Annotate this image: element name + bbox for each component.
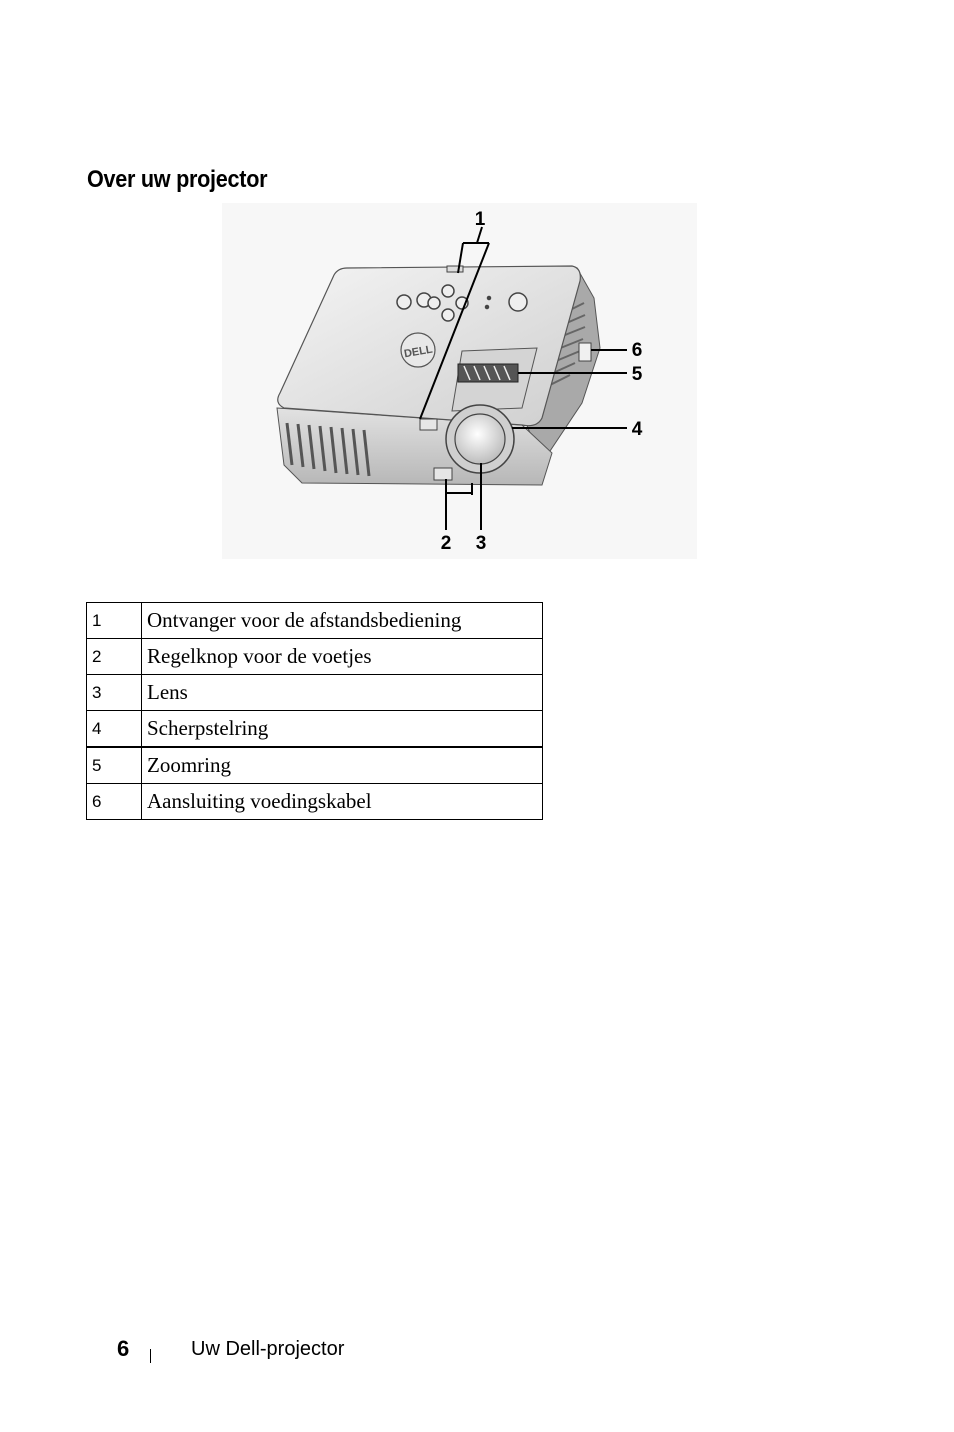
parts-legend-table bbox=[86, 602, 543, 820]
front-ir-receiver bbox=[420, 419, 437, 430]
table-row bbox=[87, 711, 543, 748]
row-number: 2 bbox=[87, 639, 142, 675]
table-row bbox=[87, 639, 543, 675]
svg-text:DELL: DELL bbox=[403, 343, 434, 361]
power-socket bbox=[579, 343, 591, 361]
projector-figure bbox=[222, 203, 697, 559]
row-label: Aansluiting voedingskabel bbox=[142, 784, 543, 820]
table-row bbox=[87, 675, 543, 711]
row-label: Ontvanger voor de afstandsbediening bbox=[142, 603, 543, 639]
callout-1: 1 bbox=[474, 209, 486, 230]
section-heading: Over uw projector bbox=[87, 166, 268, 193]
table-row bbox=[87, 603, 543, 639]
row-label: Lens bbox=[142, 675, 543, 711]
top-ir-receiver bbox=[447, 266, 463, 272]
foot-adjuster-button bbox=[434, 468, 452, 480]
footer-title: Uw Dell-projector bbox=[191, 1338, 345, 1360]
row-number: 3 bbox=[87, 675, 142, 711]
row-number: 1 bbox=[87, 603, 142, 639]
row-number: 6 bbox=[87, 784, 142, 820]
row-number: 4 bbox=[87, 711, 142, 748]
row-label: Zoomring bbox=[142, 747, 543, 784]
callout-6: 6 bbox=[631, 340, 643, 361]
projector-illustration bbox=[222, 203, 697, 559]
table-row bbox=[87, 784, 543, 820]
row-label: Regelknop voor de voetjes bbox=[142, 639, 543, 675]
page-number: 6 bbox=[117, 1336, 130, 1361]
callout-4: 4 bbox=[631, 419, 643, 440]
callout-2: 2 bbox=[440, 533, 452, 554]
callout-5: 5 bbox=[631, 364, 643, 385]
dell-logo bbox=[401, 333, 435, 367]
row-label: Scherpstelring bbox=[142, 711, 543, 748]
callout-3: 3 bbox=[475, 533, 487, 554]
table-row bbox=[87, 747, 543, 784]
lens bbox=[455, 414, 505, 464]
row-number: 5 bbox=[87, 747, 142, 784]
footer-divider bbox=[150, 1349, 151, 1363]
